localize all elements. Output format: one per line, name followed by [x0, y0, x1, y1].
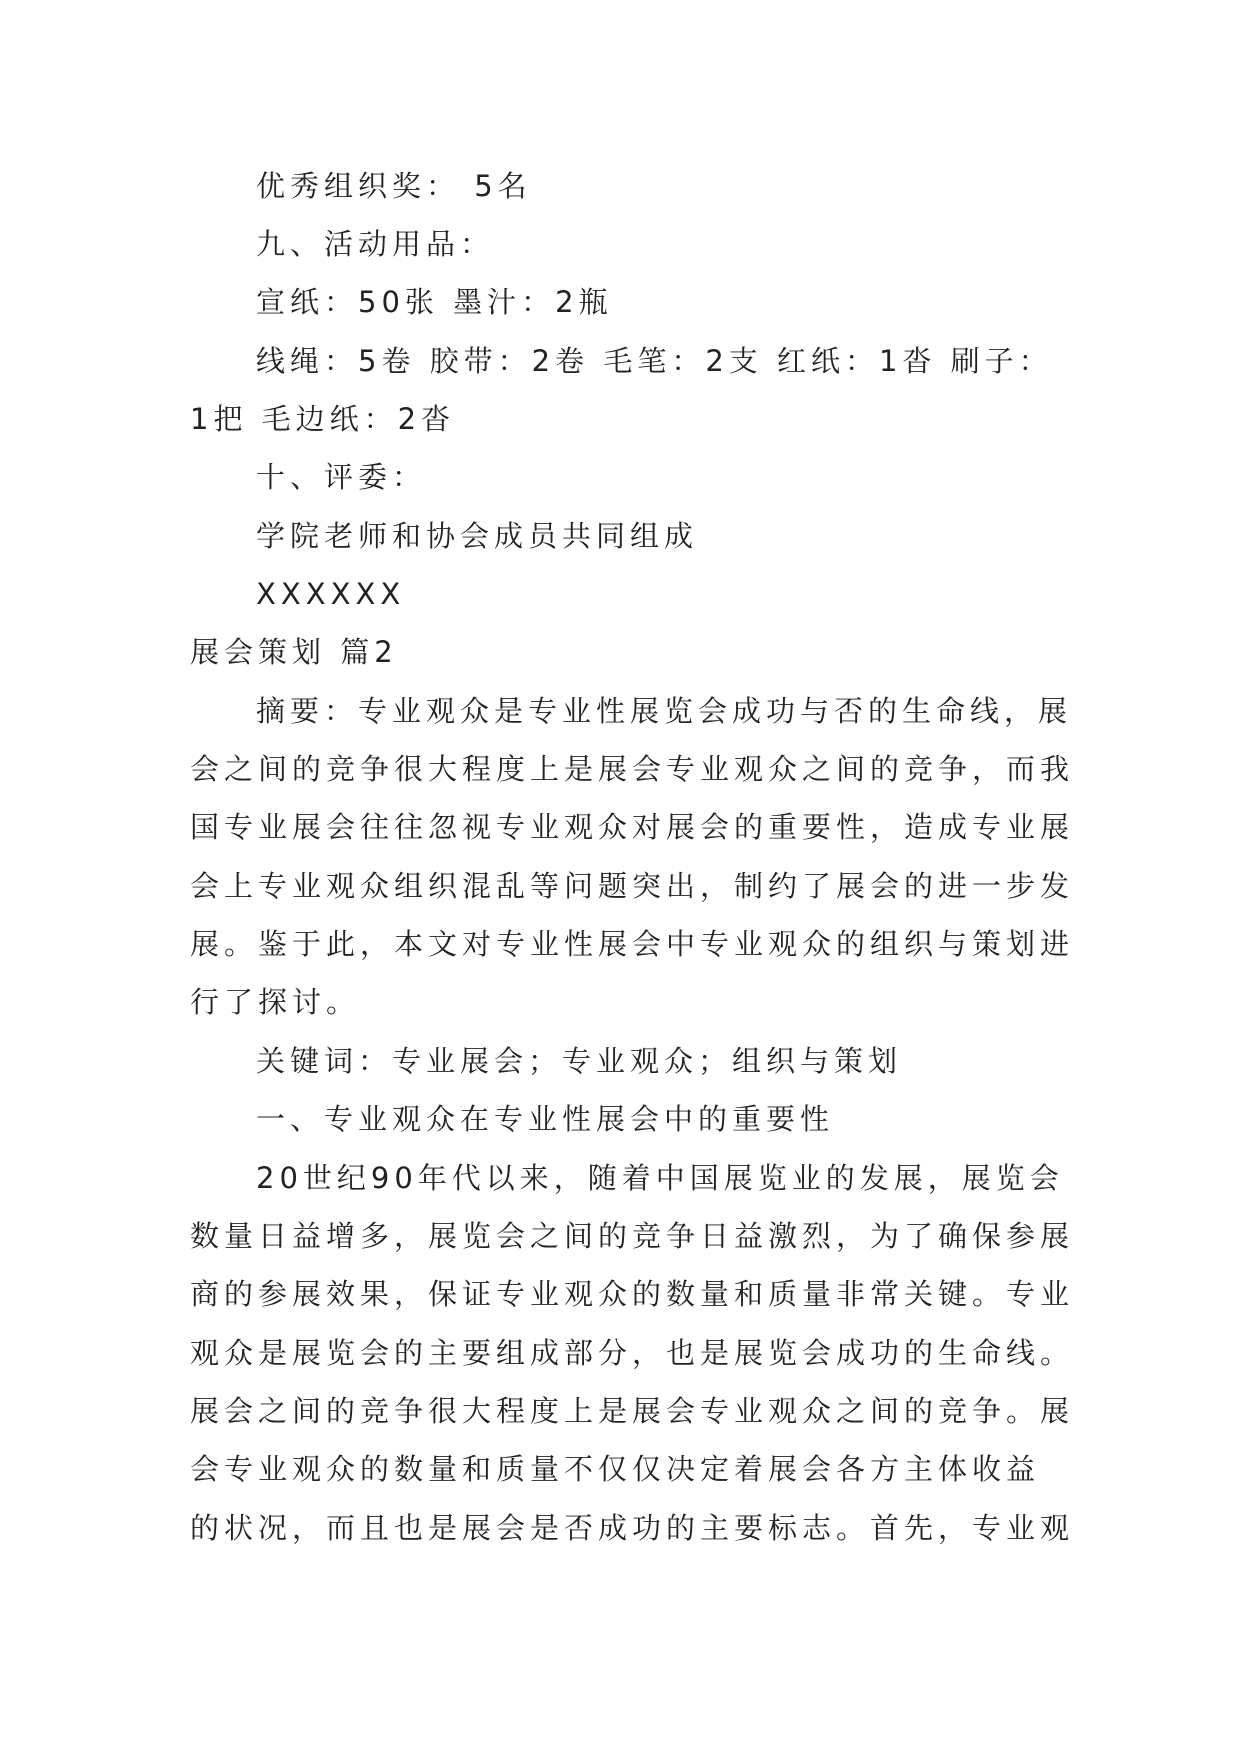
text-line: 1把 毛边纸：2沓 — [190, 402, 456, 436]
text-line: 学院老师和协会成员共同组成 — [256, 519, 699, 553]
text-line: 商的参展效果，保证专业观众的数量和质量非常关键。专业 — [190, 1277, 1075, 1311]
text-line: 优秀组织奖： 5名 — [256, 169, 532, 203]
text-line: 会上专业观众组织混乱等问题突出，制约了展会的进一步发 — [190, 869, 1075, 903]
text-line: 宣纸：50张 墨汁：2瓶 — [256, 285, 613, 319]
text-line: 十、评委： — [256, 460, 427, 494]
text-line: 的状况，而且也是展会是否成功的主要标志。首先，专业观 — [190, 1511, 1075, 1545]
text-line: 展。鉴于此，本文对专业性展会中专业观众的组织与策划进 — [190, 927, 1075, 961]
text-line: 20世纪90年代以来，随着中国展览业的发展，展览会 — [256, 1161, 1064, 1195]
text-line: 会之间的竞争很大程度上是展会专业观众之间的竞争，而我 — [190, 752, 1075, 786]
text-line: XXXXXX — [256, 577, 406, 611]
text-line: 会专业观众的数量和质量不仅仅决定着展会各方主体收益 — [190, 1452, 1041, 1486]
text-line: 一、专业观众在专业性展会中的重要性 — [256, 1102, 835, 1136]
text-line: 国专业展会往往忽视专业观众对展会的重要性，造成专业展 — [190, 810, 1075, 844]
text-line: 线绳：5卷 胶带：2卷 毛笔：2支 红纸：1沓 刷子： — [256, 344, 1053, 378]
text-line: 观众是展览会的主要组成部分，也是展览会成功的生命线。 — [190, 1336, 1075, 1370]
text-line: 九、活动用品： — [256, 227, 495, 261]
text-line: 摘要：专业观众是专业性展览会成功与否的生命线，展 — [256, 694, 1073, 728]
text-line: 数量日益增多，展览会之间的竞争日益激烈，为了确保参展 — [190, 1219, 1075, 1253]
section-heading: 展会策划 篇2 — [190, 635, 398, 669]
text-line: 关键词：专业展会；专业观众；组织与策划 — [256, 1044, 903, 1078]
text-line: 展会之间的竞争很大程度上是展会专业观众之间的竞争。展 — [190, 1394, 1075, 1428]
text-line: 行了探讨。 — [190, 985, 361, 1019]
